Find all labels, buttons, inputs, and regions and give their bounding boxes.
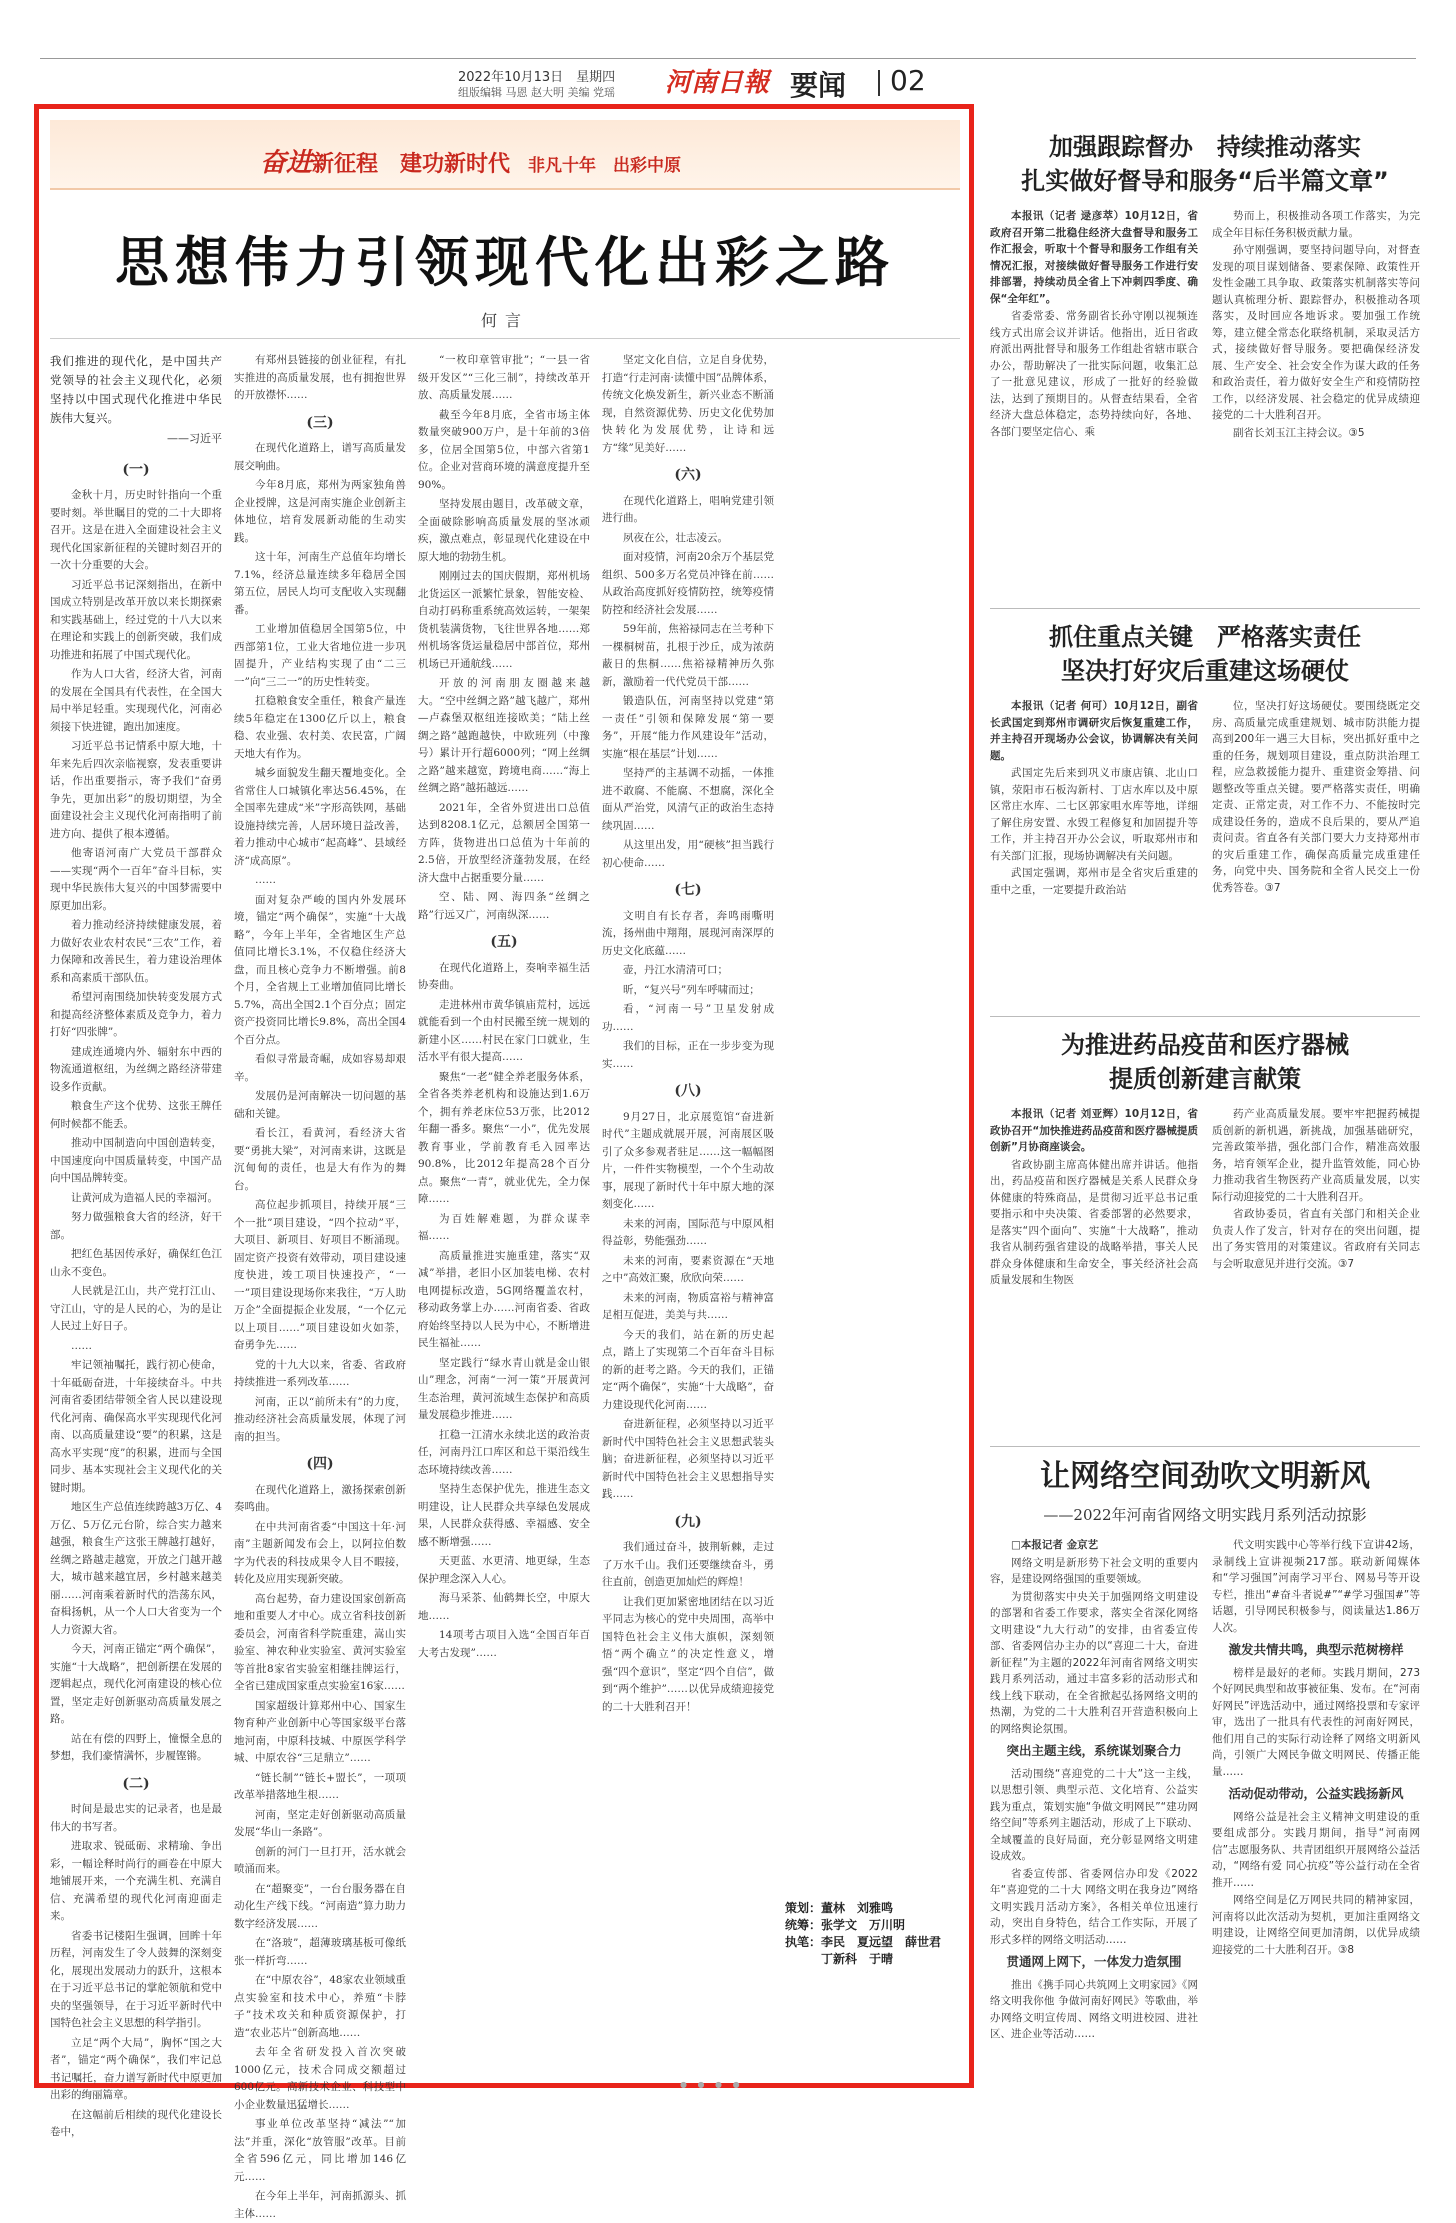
feature-rule xyxy=(50,338,960,339)
paragraph: 未来的河南，国际范与中原风相得益彰，势能强劲…… xyxy=(602,1217,774,1247)
paragraph: 城乡面貌发生翻天覆地变化。全省常住人口城镇化率达56.45%，在全国率先建成“米”字形高铁网，基础设施持续完善，人居环境日益改善，着力推动中心城市“起高峰”、县域经济“成高原”。 xyxy=(234,767,406,867)
section-name: 要闻 xyxy=(790,69,847,102)
paragraph: 网络空间是亿万网民共同的精神家园，河南将以此次活动为契机，更加注重网络文明建设，让网络空间更加清朗，以优异成绩迎接党的二十大胜利召开。③8 xyxy=(1212,1894,1420,1956)
paragraph: 壶，丹江水清清可口； xyxy=(623,964,728,976)
paragraph: 在这幅前后相续的现代化建设长卷中， xyxy=(50,2108,222,2138)
paragraph: 为贯彻落实中央关于加强网络文明建设的部署和省委工作要求，落实全省深化网络文明建设“九大行动”的安排，由省委宣传部、省委网信办主办的以“喜迎二十大，奋进新征程”为主题的2022年河南省网络文明实践月系列活动，通过丰富多彩的活动形式和线上线下联动，在全省掀起弘扬网络文明的热潮，为党的二十大胜利召开营造积极向上的网络舆论氛围。 xyxy=(990,1590,1198,1735)
paragraph: 海马采茶、仙鹤舞长空，中原大地…… xyxy=(418,1592,590,1622)
credit-line: 执笔：李民 夏远望 薛世君 xyxy=(785,1935,942,1949)
paragraph: 坚持生态保护优先，推进生态文明建设，让人民群众共享绿色发展成果，人民群众获得感、幸福感、安全感不断增强…… xyxy=(418,1483,590,1548)
credit-line: 策划：董林 刘雅鸣 xyxy=(785,1901,894,1915)
paragraph: 在“中原农谷”，48家农业领域重点实验室和技术中心，养殖“卡脖子”技术攻关和种质资源保护，打造“农业芯片”创新高地…… xyxy=(234,1974,406,2039)
paragraph: 在“超聚变”，一台台服务器在自动化生产线下线。“河南造”算力助力数字经济发展…… xyxy=(234,1882,406,1930)
paragraph: 看似寻常最奇崛，成如容易却艰辛。 xyxy=(234,1053,406,1083)
paragraph: 着力推动经济持续健康发展，着力做好农业农村农民“三农”工作，着力保障和改善民生，着力建设治理体系和高素质干部队伍。 xyxy=(50,919,222,984)
article-headline xyxy=(990,1028,1420,1096)
subheading: 激发共情共鸣，典型示范树榜样 xyxy=(1228,1642,1404,1657)
paragraph: …… xyxy=(255,874,276,886)
subheading: 贯通网上网下，一体发力造氛围 xyxy=(1006,1954,1182,1969)
headline-line-1: 抓住重点关键 严格落实责任 xyxy=(1049,623,1361,651)
paragraph: 代文明实践中心等举行线下宣讲42场，录制线上宣讲视频217部。联动新闻媒体和“学习强国”河南学习平台、网易号等开设专栏，推出“#奋斗者说#”“#学习强国#”等话题，引导网民积极参与，阅读量达1.86万人次。 xyxy=(1212,1539,1420,1634)
newspaper-logo: 河南日報 xyxy=(665,68,770,98)
paragraph: 党的十九大以来，省委、省政府持续推进一系列改革…… xyxy=(234,1358,406,1388)
lead-paragraph: 本报讯（记者 刘亚辉）10月12日，省政协召开“加快推进药品疫苗和医疗器械提质创新”月协商座谈会。 xyxy=(990,1108,1198,1153)
paragraph: 事业单位改革坚持“减法”“加法”并重，深化“放管服”改革。目前全省596亿元，同比增加146亿元…… xyxy=(234,2118,406,2183)
feature-byline: 何言 xyxy=(480,311,529,330)
section-numeral: (一) xyxy=(122,461,150,478)
article-supervision xyxy=(990,130,1420,442)
subheading: 活动促动带动，公益实践扬新风 xyxy=(1228,1786,1404,1801)
paragraph: 省政协副主席高体健出席并讲话。他指出，药品疫苗和医疗器械是关系人民群众身体健康的特殊商品，是贯彻习近平总书记重要指示和中央决策、省委部署的必然要求，是落实“四个面向”、实施“十大战略”，推动我省从制药强省建设的战略举措，事关人民群众身体健康和生命安全，事关经济社会高质量发展和生物医 xyxy=(990,1158,1198,1286)
paragraph: 坚定践行“绿水青山就是金山银山”理念，河南“一河一策”开展黄河生态治理，黄河流域生态保护和高质量发展稳步推进…… xyxy=(418,1356,590,1421)
paragraph: 高台起势，奋力建设国家创新高地和重要人才中心。成立省科技创新委员会，河南省科学院重建，嵩山实验室、神农种业实验室、黄河实验室等首批8家省实验室相继挂牌运行，全省已建成国家重点实验室16家…… xyxy=(234,1592,406,1692)
lead-paragraph: 本报讯（记者 何可）10月12日，副省长武国定到郑州市调研灾后恢复重建工作，并主持召开现场办公会议，协调解决有关问题。 xyxy=(990,700,1198,762)
article-divider xyxy=(990,1016,1420,1017)
credit-line: 统筹：张学文 万川明 xyxy=(785,1918,906,1932)
article-body xyxy=(990,1537,1420,2157)
paragraph: 今天的我们，站在新的历史起点，踏上了实现第二个百年奋斗目标的新的赶考之路。今天的我们，正锚定“两个确保”，实施“十大战略”，奋力建设现代化河南…… xyxy=(602,1328,774,1411)
article-divider xyxy=(990,1446,1420,1447)
page-footer-dots: ● ● ● ● xyxy=(680,2080,744,2089)
paragraph: 夙夜在公，壮志凌云。 xyxy=(623,531,728,544)
paragraph: 这十年，河南生产总值年均增长7.1%，经济总量连续多年稳居全国第五位，居民人均可支配收入实现翻番。 xyxy=(234,551,406,616)
paragraph: 看长江，看黄河，看经济大省要“勇挑大梁”，对河南来讲，这既是沉甸甸的责任，也是大有作为的舞台。 xyxy=(234,1127,406,1192)
paragraph: 工业增加值稳居全国第5位，中西部第1位，工业大省地位进一步巩固提升，产业结构实现了由“二三一”向“三二一”的历史性转变。 xyxy=(234,623,406,688)
paragraph: 今天，河南正锚定“两个确保”，实施“十大战略”，把创新摆在发展的逻辑起点，现代化河南建设的核心位置，坚定走好创新驱动高质量发展之路。 xyxy=(50,1643,222,1725)
article-col-b xyxy=(1212,1106,1420,1290)
feature-columns xyxy=(50,352,960,2220)
paragraph: 未来的河南，物质富裕与精神富足相互促进，美美与共…… xyxy=(602,1291,774,1321)
paragraph: 作为人口大省，经济大省，河南的发展在全国具有代表性，在全国大局中举足轻重。实现现代化，河南必须接下快进键，跑出加速度。 xyxy=(50,668,222,733)
paragraph: 省委宣传部、省委网信办印发《2022年“喜迎党的二十大 网络文明在我身边”网络文明实践月活动方案》，各相关单位迅速行动，突出自身特色，结合工作实际，开展了形式多样的网络文明活动…… xyxy=(990,1867,1198,1946)
paragraph: 省政协委员，省直有关部门和相关企业负责人作了发言，针对存在的突出问题，提出了务实管用的对策建议。省政府有关同志与会听取意见并进行交流。③7 xyxy=(1212,1208,1420,1270)
article-col-b xyxy=(1212,698,1420,899)
paragraph: 为百姓解难题，为群众谋幸福…… xyxy=(418,1212,590,1242)
article-body xyxy=(990,698,1420,899)
article-headline: 让网络空间劲吹文明新风 xyxy=(1040,1459,1370,1494)
paragraph: 药产业高质量发展。要牢牢把握药械提质创新的新机遇，新挑战，加强基础研究，完善政策举措，强化部门合作，精准高效服务，培育领军企业，提升监管效能，同心协力推动我省生物医药产业高质量发展，以实际行动迎接党的二十大胜利召开。 xyxy=(1212,1108,1420,1203)
epigraph-source: ——习近平 xyxy=(167,432,222,445)
article-headline xyxy=(990,620,1420,688)
article-medicine xyxy=(990,1028,1420,1290)
section-numeral: (九) xyxy=(674,1513,702,1530)
paragraph: 在现代化道路上，激扬探索创新奏鸣曲。 xyxy=(234,1483,406,1513)
paragraph: 站在有偿的四野上，憧憬全息的梦想，我们豪情满怀，步履铿锵。 xyxy=(50,1732,222,1762)
paragraph: 进取求、锐砥砺、求精瑜、争出彩，一幅诠释时尚行的画卷在中原大地铺展开来，一个充满生机、充满自信、充满希望的现代化河南迎面走来。 xyxy=(50,1840,222,1922)
paragraph: 地区生产总值连续跨越3万亿、4万亿、5万亿元台阶，综合实力越来越强，粮食生产这张王牌越打越好，丝绸之路越走越宽，开放之门越开越大，城市越来越宜居，乡村越来越美丽……河南乘着新时代的浩荡东风，奋楫扬帆，从一个人口大省变为一个人力资源大省。 xyxy=(50,1501,222,1636)
feature-column-3 xyxy=(418,352,590,2072)
credit-line: 丁新科 于晴 xyxy=(785,1952,894,1966)
article-headline xyxy=(990,130,1420,198)
paragraph: 文明自有长存者，奔鸣雨嘶明流，扬州曲中翔翔，展现河南深厚的历史文化底蕴…… xyxy=(602,909,774,957)
paragraph: 他寄语河南广大党员干部群众——实现“两个一百年”奋斗目标，实现中华民族伟大复兴的中国梦需要中原更加出彩。 xyxy=(50,847,222,912)
subheading: 突出主题主线，系统谋划聚合力 xyxy=(1006,1743,1182,1758)
article-reconstruction xyxy=(990,620,1420,899)
paragraph: 面对复杂严峻的国内外发展环境，锚定“两个确保”，实施“十大战略”，今年上半年，全省地区生产总值同比增长3.1%，不仅稳住经济大盘，而且核心竞争力不断增强。前8个月，全省规上工业增加值同比增长5.7%，高出全国2.1个百分点；固定资产投资同比增长9.8%，高出全国4个百分点。 xyxy=(234,893,406,1046)
paragraph: 势而上，积极推动各项工作落实，为完成全年目标任务积极贡献力量。 xyxy=(1212,210,1420,239)
lead-paragraph: 本报讯（记者 逯彦萃）10月12日，省政府召开第二批稳住经济大盘督导和服务工作汇报会，听取十个督导和服务工作组有关情况汇报，对接续做好督导服务工作进行安排部署，持续动员全省上下冲刺四季度、确保“全年红”。 xyxy=(990,210,1198,305)
paragraph: 高位起步抓项目，持续开展“三个一批”项目建设，“四个拉动”平，大项目、新项目、好项目不断涌现。固定资产投资有效带动，项目建设速度快进，竣工项目快速投产，“一一”项目建设现场你来我往，“万人助万企”全面提振企业发展，“一个亿元以上项目……”项目建设如火如荼，奋勇争先…… xyxy=(234,1199,406,1351)
paragraph: 我们的目标，正在一步步变为现实…… xyxy=(602,1040,774,1070)
paragraph: 开放的河南朋友圈越来越大。“空中丝绸之路”越飞越广，郑州—卢森堡双枢纽连接欧美；“陆上丝绸之路”越跑越快，中欧班列（中豫号）累计开行超6000列；“网上丝绸之路”越来越宽，跨境电商……“海上丝绸之路”越拓越远…… xyxy=(418,677,590,794)
paragraph: 面对疫情，河南20余万个基层党组织、500多万名党员冲锋在前……从政治高度抓好疫情防控，统筹疫情防控和经济社会发展…… xyxy=(602,551,774,616)
paragraph: 在现代化道路上，唱响党建引领进行曲。 xyxy=(602,494,774,524)
banner-title xyxy=(260,142,681,179)
paragraph: 创新的河门一旦打开，活水就会喷涌而来。 xyxy=(234,1845,406,1875)
paragraph: 让我们更加紧密地团结在以习近平同志为核心的党中央周围，高举中国特色社会主义伟大旗帜，深刻领悟“两个确立”的决定性意义，增强“四个意识”，坚定“四个自信”，做到“两个维护”……以优异成绩迎接党的二十大胜利召开！ xyxy=(602,1595,774,1713)
feature-headline: 思想伟力引领现代化出彩之路 xyxy=(115,230,895,294)
paragraph: 2021年，全省外贸进出口总值达到8208.1亿元，总额居全国第一方阵，货物进出口总值为十年前的2.5倍，开放型经济蓬勃发展，在经济大盘中占据重要分量…… xyxy=(418,801,590,884)
feature-column-4 xyxy=(602,352,774,2072)
paragraph: 立足“两个大局”，胸怀“国之大者”，锚定“两个确保”，我们牢记总书记嘱托，奋力谱写新时代中原更加出彩的绚丽篇章。 xyxy=(50,2036,222,2101)
editor-credits: 组版编辑 马恩 赵大明 美编 党瑶 xyxy=(458,86,615,99)
paragraph: 昕，“复兴号”列车呼啸而过； xyxy=(623,983,760,996)
paragraph: 粮食生产这个优势、这张王牌任何时候都不能丢。 xyxy=(50,1100,222,1130)
issue-date: 2022年10月13日 星期四 xyxy=(458,70,616,85)
paragraph: 坚持严的主基调不动摇，一体推进不敢腐、不能腐、不想腐，深化全面从严治党，风清气正的政治生态持续巩固…… xyxy=(602,767,774,832)
paragraph: 扛稳一江清水永续北送的政治责任，河南丹江口库区和总干渠沿线生态环境持续改善…… xyxy=(418,1428,590,1476)
paragraph: 在“洛玻”，超薄玻璃基板可像纸张一样折弯…… xyxy=(234,1937,406,1967)
banner-title-a: 奋进 xyxy=(260,148,313,178)
paragraph: …… xyxy=(71,1339,92,1352)
headline-line-1: 为推进药品疫苗和医疗器械 xyxy=(1061,1031,1349,1059)
feature-column-1 xyxy=(50,352,222,2138)
paragraph: 省委常委、常务副省长孙守刚以视频连线方式出席会议并讲话。他指出，近日省政府派出两批督导和服务工作组赴省辖市联合办公，帮助解决了一批实际问题，收集汇总了一批意见建议，形成了一批好的经验做法，达到了预期目的。从督查结果看，全省经济大盘总体稳定，态势持续向好，各地、各部门要坚定信心、乘 xyxy=(990,310,1198,438)
paragraph: 扛稳粮食安全重任，粮食产量连续5年稳定在1300亿斤以上，粮食稳、农业强、农村美、农民富，广阔天地大有作为。 xyxy=(234,695,406,760)
paragraph: 国家超级计算郑州中心、国家生物育种产业创新中心等国家级平台落地河南，中原科技城、中原医学科学城、中原农谷“三足鼎立”…… xyxy=(234,1699,406,1764)
paragraph: 我们通过奋斗，披荆斩棘，走过了万水千山。我们还要继续奋斗，勇往直前，创造更加灿烂的辉煌！ xyxy=(602,1541,774,1588)
paragraph: 在现代化道路上，奏响幸福生活协奏曲。 xyxy=(418,961,590,991)
paragraph: 推出《携手同心共筑网上文明家园》《网络文明我你他 争做河南好网民》等歌曲，举办网络文明宣传周、网络文明进校园、进社区、进企业等活动…… xyxy=(990,1978,1198,2040)
section-numeral: (二) xyxy=(122,1775,150,1792)
paragraph: 把红色基因传承好，确保红色江山永不变色。 xyxy=(50,1248,222,1278)
paragraph: 网络文明是新形势下社会文明的重要内容，是建设网络强国的重要领域。 xyxy=(990,1556,1198,1585)
section-numeral: (六) xyxy=(674,467,702,483)
paragraph: “一枚印章管审批”；“一县一省级开发区”“三化三制”，持续改革开放、高质量发展…… xyxy=(418,354,590,401)
article-subtitle: ——2022年河南省网络文明实践月系列活动掠影 xyxy=(1043,1506,1367,1524)
page-number: 02 xyxy=(890,64,926,97)
paragraph: 榜样是最好的老师。实践月期间，273个好网民典型和故事被征集、发布。在“河南好网民”评选活动中，通过网络投票和专家评审，选出了一批具有代表性的河南好网民，他们用自己的实际行动诠释了网络文明新风尚，引领广大网民争做文明网民、传播正能量…… xyxy=(1212,1666,1420,1778)
paragraph: 武国定强调，郑州市是全省灾后重建的重中之重，一定要提升政治站 xyxy=(990,867,1198,896)
paragraph: 人民就是江山，共产党打江山、守江山，守的是人民的心，为的是让人民过上好日子。 xyxy=(50,1285,222,1332)
section-numeral: (八) xyxy=(674,1083,702,1099)
paragraph: 在中共河南省委“中国这十年·河南”主题新闻发布会上，以阿拉伯数字为代表的科技成果令人目不暇接，转化及应用实现新突破。 xyxy=(234,1520,406,1585)
paragraph: 从这里出发，用“硬核”担当践行初心使命…… xyxy=(602,839,774,869)
paragraph: 59年前，焦裕禄同志在兰考种下一棵桐树苗，扎根于沙丘，成为浓荫蔽日的焦桐……焦裕禄精神历久弥新，激励着一代代党员干部…… xyxy=(602,623,774,688)
banner-subtitle: 非凡十年 出彩中原 xyxy=(528,156,682,176)
paragraph: 看，“河南一号”卫星发射成功…… xyxy=(602,1003,774,1033)
paragraph: 发展仍是河南解决一切问题的基础和关键。 xyxy=(234,1090,406,1120)
paragraph: 坚持发展由题目，改革破文章，全面破除影响高质量发展的坚冰顽疾，激点难点，彰显现代化建设在中原大地的勃勃生机。 xyxy=(418,498,590,563)
article-col-b xyxy=(1212,1537,1420,2157)
section-numeral: (四) xyxy=(306,1456,334,1472)
masthead xyxy=(0,0,1456,100)
column-banner xyxy=(50,120,960,190)
article-col-a xyxy=(990,1537,1198,2157)
article-body xyxy=(990,208,1420,442)
paragraph: 锻造队伍，河南坚持以党建“第一责任”引领和保障发展“第一要务”，开展“能力作风建设年”活动，实施“根在基层”计划…… xyxy=(602,695,774,760)
paragraph: 河南，正以“前所未有”的力度，推动经济社会高质量发展，体现了河南的担当。 xyxy=(234,1395,406,1443)
paragraph: 让黄河成为造福人民的幸福河。 xyxy=(71,1191,218,1204)
paragraph: 时间是最忠实的记录者，也是最伟大的书写者。 xyxy=(50,1803,222,1833)
article-col-a xyxy=(990,1106,1198,1290)
paragraph: 坚定文化自信，立足自身优势，打造“行走河南·读懂中国”品牌体系，传统文化焕发新生，新兴业态不断涌现，自然资源优势、历史文化优势加快转化为发展优势，让诗和远方“缘”见美好…… xyxy=(602,354,774,454)
paragraph: 天更蓝、水更清、地更绿，生态保护理念深入人心。 xyxy=(418,1555,590,1585)
paragraph: 努力做强粮食大省的经济，好干部。 xyxy=(50,1211,222,1241)
paragraph: 走进林州市黄华镇庙荒村，远远就能看到一个由村民搬至统一规划的新建小区……村民在家门口就业，生活水平有很大提高…… xyxy=(418,998,590,1063)
headline-line-2: 坚决打好灾后重建这场硬仗 xyxy=(1061,657,1349,685)
section-numeral: (三) xyxy=(306,414,334,431)
paragraph: 9月27日，北京展览馆“奋进新时代”主题成就展开展，河南展区吸引了众多参观者驻足……这一幅幅图片，一件件实物模型，一个个生动故事，展现了新时代十年中原大地的深刻变化…… xyxy=(602,1110,774,1210)
lead-paragraph: □本报记者 金京艺 xyxy=(1011,1539,1099,1551)
headline-line-2: 提质创新建言献策 xyxy=(1109,1065,1301,1093)
article-col-b xyxy=(1212,208,1420,442)
paragraph: 截至今年8月底，全省市场主体数量突破900万户，是十年前的3倍多，位居全国第5位，中部六省第1位。企业对营商环境的满意度提升至90%。 xyxy=(418,408,590,491)
paragraph: 高质量推进实施重建，落实“双减”举措，老旧小区加装电梯、农村电网提标改造，5G网络覆盖农村，移动政务掌上办……河南省委、省政府始终坚持以人民为中心，不断增进民生福祉…… xyxy=(418,1249,590,1349)
paragraph: 去年全省研发投入首次突破1000亿元，技术合同成交额超过600亿元。高新技术企业、科技型中小企业数量迅猛增长…… xyxy=(234,2046,406,2111)
paragraph: 有郑州县链接的创业征程，有扎实推进的高质量发展，也有拥抱世界的开放襟怀…… xyxy=(234,354,406,401)
paragraph: 建成连通境内外、辐射东中西的物流通道枢纽，为丝绸之路经济带建设多作贡献。 xyxy=(50,1045,222,1093)
paragraph: 孙守刚强调，要坚持问题导向，对督查发现的项目谋划储备、要素保障、政策性开发性金融工具争取、政策落实机制落实等问题认真梳理分析、跟踪督办，积极推动各项落实，及时回应各地诉求。要加强工作统筹，建立健全常态化联络机制，采取灵活方式，接续做好督导服务。要把确保经济发展、生产安全、社会安全作为谋大政的任务和政治责任，着力做好安全生产和疫情防控工作，以经济发展、社会稳定的优异成绩迎接党的二十大胜利召开。 xyxy=(1212,244,1420,421)
paragraph: 牢记领袖嘱托，践行初心使命，十年砥砺奋进，十年接续奋斗。中共河南省委团结带领全省人民以建设现代化河南、确保高水平实现现代化河南、以高质量建设“要”的积累，这是高水平实现“度”的积累，进而与全国同步、基本实现社会主义现代化的关键时期。 xyxy=(50,1359,222,1494)
headline-line-1: 加强跟踪督办 持续推动落实 xyxy=(1049,133,1361,161)
headline-line-2: 扎实做好督导和服务“后半篇文章” xyxy=(1021,167,1389,195)
paragraph: “链长制”“链长+盟长”，一项项改革举措落地生根…… xyxy=(234,1771,406,1801)
paragraph: 河南，坚定走好创新驱动高质量发展“华山一条路”。 xyxy=(234,1808,406,1838)
article-network-civility xyxy=(990,1460,1420,2157)
paragraph: 聚焦“一老”健全养老服务体系，全省各类养老机构和设施达到1.6万个，拥有养老床位53万张，比2012年翻一番多。聚焦“一小”，优先发展教育事业，学前教育毛入园率达90.8%，比2012年提高28个百分点。聚焦“一青”，就业优先，全力保障…… xyxy=(418,1070,590,1205)
paragraph: 位，坚决打好这场硬仗。要围绕既定交房、高质量完成重建规划、城市防洪能力提高到200年一遇三大目标，突出抓好重中之重的任务，规划项目建设，重点防洪治理工程，应急救援能力提升、重建资金筹措、问题整改等重点关键。要严格落实责任，明确定责、正常定责，对工作不力、不能按时完成建设任务的，造成不良后果的，要从严追责问责。省直各有关部门要大力支持郑州市的灾后重建工作，确保高质量完成重建任务，向党中央、国务院和全省人民交上一份优秀答卷。③7 xyxy=(1212,700,1420,894)
paragraph: 武国定先后来到巩义市康店镇、北山口镇，荥阳市石板沟新村、丁店水库以及中原区常庄水库、二七区郭家咀水库等地，详细了解住房安置、水毁工程修复和加固提升等工作，并主持召开办公会议，听取郑州市和有关部门汇报，现场协调解决有关问题。 xyxy=(990,767,1198,862)
feature-column-2 xyxy=(234,352,406,2220)
paragraph: 希望河南围绕加快转变发展方式和提高经济整体素质及竞争力，着力打好“四张牌”。 xyxy=(50,991,222,1038)
paragraph: 习近平总书记深刻指出，在新中国成立特别是改革开放以来长期探索和实践基础上，经过党的十八大以来在理论和实践上的创新突破，我们成功推进和拓展了中国式现代化。 xyxy=(50,578,222,661)
paragraph: 副省长刘玉江主持会议。③5 xyxy=(1233,426,1365,439)
paragraph: 14项考古项目入选“全国百年百大考古发现”…… xyxy=(418,1629,590,1659)
article-col-a xyxy=(990,208,1198,442)
paragraph: 省委书记楼阳生强调，回眸十年历程，河南发生了令人鼓舞的深刻变化，展现出发展动力的跃升，这根本在于习近平总书记的掌舵领航和党中央的坚强领导，在于习近平新时代中国特色社会主义思想的科学指引。 xyxy=(50,1929,222,2029)
epigraph-quote: 我们推进的现代化，是中国共产党领导的社会主义现代化，必须坚持以中国式现代化推进中华民族伟大复兴。 xyxy=(50,354,222,425)
section-separator xyxy=(878,70,880,96)
paragraph: 活动围绕“喜迎党的二十大”这一主线，以思想引领、典型示范、文化培育、公益实践为重点，策划实施“争做文明网民”“建功网络空间”等系列主题活动，形成了上下联动、全域覆盖的良好局面，充分彰显网络文明建设成效。 xyxy=(990,1767,1198,1862)
article-divider xyxy=(990,608,1420,609)
paragraph: 刚刚过去的国庆假期，郑州机场北货运区一派繁忙景象，智能安检、自动打码称重系统高效运转，一架架货机装满货物，飞往世界各地……郑州机场客货运量稳居中部首位，郑州机场已开通航线…… xyxy=(418,570,590,670)
paragraph: 金秋十月，历史时针指向一个重要时刻。举世瞩目的党的二十大即将召开。这是在进入全面建设社会主义现代化国家新征程的关键时刻召开的一次十分重要的大会。 xyxy=(50,489,222,571)
paragraph: 空、陆、网、海四条“丝绸之路”行远又广，河南纵深…… xyxy=(418,891,590,921)
paragraph: 奋进新征程，必须坚持以习近平新时代中国特色社会主义思想武装头脑；奋进新征程，必须坚持以习近平新时代中国特色社会主义思想指导实践…… xyxy=(602,1418,774,1500)
paragraph: 今年8月底，郑州为两家独角兽企业授牌，这是河南实施企业创新主体地位，培育发展新动能的生动实践。 xyxy=(234,479,406,544)
feature-credits xyxy=(785,1900,941,1968)
paragraph: 网络公益是社会主义精神文明建设的重要组成部分。实践月期间，指导“河南网信”志愿服务队、共青团组织开展网络公益活动，“网络有爱 同心抗疫”等公益行动在全省推开…… xyxy=(1212,1810,1420,1889)
paragraph: 在今年上半年，河南抓源头、抓主体…… xyxy=(234,2190,406,2220)
paragraph: 未来的河南，要素资源在“天地之中”高效汇聚，欣欣向荣…… xyxy=(602,1254,774,1284)
paragraph: 习近平总书记情系中原大地，十年来先后四次亲临视察，发表重要讲话，作出重要指示，寄予我们“奋勇争先，更加出彩”的殷切期望，为全面建设社会主义现代化河南指明了前进方向、提供了根本遵循。 xyxy=(50,740,222,840)
article-body xyxy=(990,1106,1420,1290)
section-numeral: (七) xyxy=(674,882,702,898)
article-col-a xyxy=(990,698,1198,899)
section-numeral: (五) xyxy=(490,934,518,950)
masthead-rule xyxy=(40,58,1416,59)
paragraph: 推动中国制造向中国创造转变，中国速度向中国质量转变，中国产品向中国品牌转变。 xyxy=(50,1137,222,1184)
banner-title-b: 新征程 建功新时代 xyxy=(312,152,511,177)
paragraph: 在现代化道路上，谱写高质量发展交响曲。 xyxy=(234,442,406,472)
